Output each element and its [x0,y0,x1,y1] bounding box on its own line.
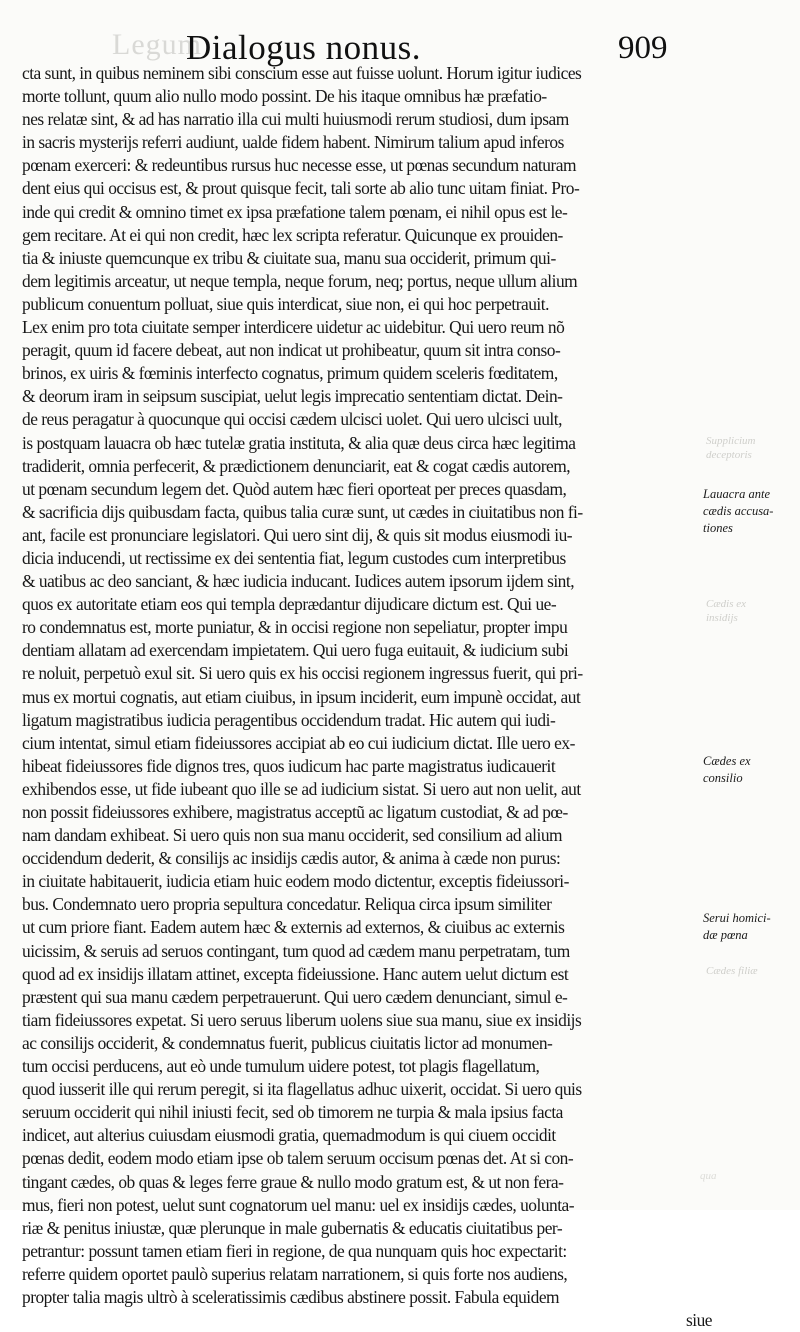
bleedthrough-header: Legum [112,28,202,61]
text-line: exhibendos esse, ut fide iubeant quo ille se ad iudicium sistat. Si uero aut non uelit, aut [22,778,581,799]
text-line: Lex enim pro tota ciuitate semper interdicere uidetur ac uidebitur. Qui uero reum nõ [22,317,565,338]
text-line: hibeat fideiussores fide dignos tres, quos iudicum hac parte magistratus iudicauerit [22,755,556,776]
text-line: tradiderit, omnia perfecerit, & prædictionem denunciarit, eat & cogat cædis autorem, [22,455,571,476]
marginal-note-line: dæ pœna [703,928,748,942]
page-number: 909 [618,30,668,66]
bleedthrough-note-line: deceptoris [706,449,752,461]
text-line: ut cum priore fiant. Eadem autem hæc & externis ad externos, & ciuibus ac externis [22,917,565,938]
body-text [22,62,712,1332]
text-line: tia & iniuste quemcunque ex tribu & ciuitate sua, manu sua occiderit, primum qui- [22,247,556,268]
text-line: & uatibus ac deo sanciant, & hæc iudicia inducant. Iudices autem ipsorum ijdem sint, [22,571,575,592]
marginal-note-line: Cædes ex [703,754,751,768]
text-line: ro condemnatus est, morte puniatur, & in occisi regione non sepeliatur, propter impu [22,617,568,638]
text-line: tingant cædes, ob quas & leges ferre graue & nullo modo gratum est, & ut non fera- [22,1171,564,1192]
marginal-note-line: Lauacra ante [703,487,771,501]
text-line: gem recitare. At ei qui non credit, hæc lex scripta referatur. Quicunque ex prouiden- [22,224,563,245]
bleedthrough-note [706,434,756,462]
text-line: seruum occiderit qui nihil iniusti fecit, sed ob timorem ne turpia & mala ipsius facta [22,1102,563,1123]
text-line: tiam fideiussores expetat. Si uero seruus liberum uolens siue sua manu, siue ex insidijs [22,1009,582,1030]
text-line: indicet, aut alterius cuiusdam eiusmodi gratia, quemadmodum is qui ciuem occidit [22,1125,556,1146]
text-line: præstent qui sua manu cædem perpetrauerunt. Qui uero cædem denunciant, simul e- [22,986,568,1007]
text-line: is postquam lauacra ob hæc tutelæ gratia instituta, & alia quæ deus circa hæc legitima [22,432,576,453]
bleedthrough-note-line: Supplicium [706,435,756,447]
text-line: nam dandam exhibeat. Si uero quis non sua manu occiderit, sed consilium ad alium [22,825,563,846]
text-line: petrantur: possunt tamen etiam fieri in regione, de qua nunquam quis hoc expectarit: [22,1240,567,1261]
bleedthrough-note [706,597,746,625]
text-line: ant, facile est pronunciare legislatori. Qui uero sint dij, & quis sit modus eiusmodi iu- [22,524,573,545]
text-line: pœnas dedit, eodem modo etiam ipse ob talem seruum occisum pœnas det. At si con- [22,1148,574,1169]
marginal-note-line: consilio [703,771,743,785]
text-line: re noluit, perpetuò exul sit. Si uero quis ex his occisi regionem ingressus fuerit, qui pri- [22,663,583,684]
text-line: ligatum magistratibus iudicia peragentibus occidendum tradat. Hic autem qui iudi- [22,709,556,730]
text-line: dicia inducendi, ut rectissime ex dei sententia fiat, legum custodes cum interpretibus [22,547,566,568]
text-line: referre quidem oportet paulò superius relatam narrationem, si quis forte nos audiens, [22,1263,568,1284]
text-line: cta sunt, in quibus neminem sibi conscium esse aut fuisse uolunt. Horum igitur iudices [22,63,582,83]
text-line: peragit, quum id facere debeat, aut non indicat ut prohibeatur, quum sit intra conso- [22,340,561,361]
text-line: ac consilijs occiderit, & condemnatus fuerit, publicus ciuitatis lictor ad monumen- [22,1032,553,1053]
marginal-note [703,486,773,537]
text-line: dent eius qui occisus est, & prout quisque fecit, tali sorte ab alio tunc uitam finiat. Pro- [22,178,580,199]
text-line: in sacris mysterijs referri audiunt, ualde fidem habent. Nimirum talium apud inferos [22,132,564,153]
text-line: morte tollunt, quum alio nullo modo possint. De his itaque omnibus hæ præfatio- [22,86,547,107]
bleedthrough-note-line: insidijs [706,612,738,624]
text-line: propter talia magis ultrò à sceleratissimis cædibus abstinere possit. Fabula equidem [22,1286,560,1307]
text-line: ut pœnam secundum legem det. Quòd autem hæc fieri oporteat per preces quasdam, [22,478,567,499]
text-line: siue [685,1310,712,1331]
bleedthrough-note-line: Cædis ex [706,598,747,610]
text-line: & sacrificia dijs quibusdam facta, quibus talia curæ sunt, ut cædes in ciuitatibus non fi- [22,501,583,522]
text-line: dentiam allatam ad exercendam impietatem. Qui uero fuga euitauit, & iudicium subi [22,640,569,661]
text-line: pœnam exerceri: & redeuntibus rursus huc necesse esse, ut pœnas secundum naturam [22,155,576,176]
text-line: tum occisi perducens, aut eò unde tumulum uidere potest, tot plagis flagellatum, [22,1056,540,1077]
marginal-note-line: Serui homici- [703,911,771,925]
text-line: nes relatæ sint, & ad has narratio illa cui multi huiusmodi rerum studiosi, dum ipsam [22,109,569,130]
text-line: uicissim, & seruis ad seruos contingant, tum quod ad cædem manu perpetratam, tum [22,940,570,961]
text-line: mus, fieri non potest, uelut sunt cognatorum uel manu: uel ex insidijs cædes, uolunta- [22,1194,575,1215]
running-header [0,14,800,67]
text-line: & deorum iram in seipsum suscipiat, uelut legis imprecatio sententiam dictat. Dein- [22,386,563,407]
bleedthrough-note-line: Cædes filiæ [706,965,758,977]
text-line: dem legitimis arceatur, ut neque templa, neque forum, neq; portus, neque ullum alium [22,270,578,291]
bleedthrough-footer: qua [700,1170,717,1182]
text-line: mus ex mortui cognatis, aut etiam ciuibus, in ipsum inciderit, eum impunè occidat, aut [22,686,581,707]
text-line: quos ex autoritate etiam eos qui templa deprædantur dijudicare dictum est. Qui ue- [22,594,557,615]
text-line: bus. Condemnato uero propria sepultura concedatur. Reliqua circa ipsum similiter [22,894,552,915]
text-line: brinos, ex uiris & fœminis interfecto cognatus, primum quidem sceleris fœditatem, [22,363,558,384]
running-title: Dialogus nonus. [186,28,421,67]
text-line: cium intentat, simul etiam fideiussores accipiat ab eo cui iudicium dictat. Ille uero ex- [22,732,575,753]
marginal-note-line: cædis accusa- [703,504,774,518]
text-line: de reus peragatur à quocunque qui occisi cædem ulcisci uolet. Qui uero ulcisci uult, [22,409,562,430]
text-line: inde qui credit & omnino timet ex ipsa præfatione talem pœnam, ei nihil opus est le- [22,201,568,222]
text-line: publicum conuentum polluat, siue quis interdicat, siue non, ei qui hoc perpetrauit. [22,293,549,314]
text-line: in ciuitate habitauerit, iudicia etiam huic eodem modo dictentur, exceptis fideiussori- [22,871,569,892]
text-line: occidendum dederit, & consilijs ac insidijs cædis autor, & anima à cæde non purus: [22,848,561,869]
text-line: non possit fideiussores exhibere, magistratus acceptũ ac ligatum custodiat, & ad pœ- [22,802,568,822]
bleedthrough-note [706,964,758,978]
marginal-note [703,753,751,787]
marginal-note [703,910,771,944]
marginal-note-line: tiones [703,521,733,535]
text-line: quod ad ex insidijs illatam attinet, excepta fideiussione. Hanc autem uelut dictum est [22,963,569,984]
text-line: riæ & penitus iniustæ, quæ plerunque in male gubernatis & educatis ciuitatibus per- [22,1217,563,1238]
text-line: quod iusserit ille qui rerum peregit, si ita flagellatus adhuc uixerit, occidat. Si uero quis [22,1079,582,1100]
